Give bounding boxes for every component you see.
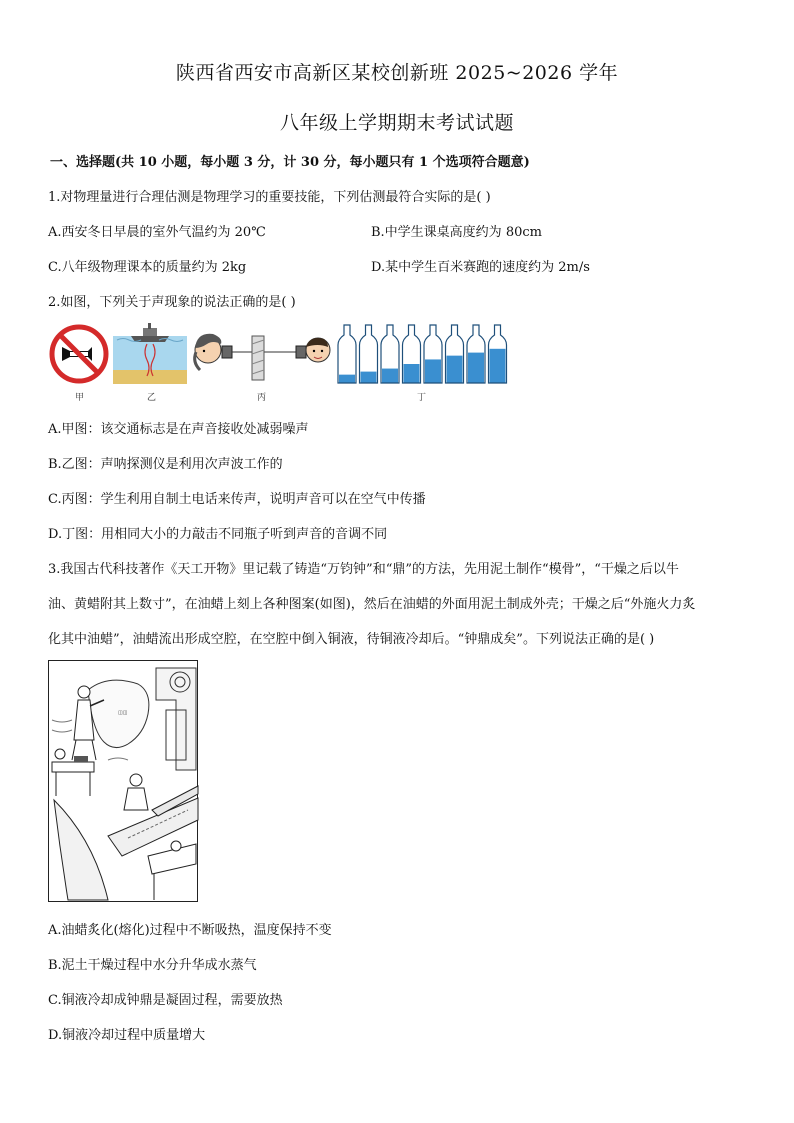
water-bottle (338, 325, 356, 383)
svg-text:◫◫: ◫◫ (118, 710, 128, 716)
question-2-option-a: A.甲图：该交通标志是在声音接收处减弱噪声 (48, 422, 309, 437)
question-3-option-c: C.铜液冷却成钟鼎是凝固过程，需要放热 (48, 993, 283, 1008)
question-1-option-c: C.八年级物理课本的质量约为 2kg (48, 260, 247, 275)
figure-label-bing: 丙 (257, 393, 267, 403)
question-3-stem-line2: 油、黄蜡附其上数寸”，在油蜡上刻上各种图案(如图)，然后在油蜡的外面用泥土制成外壳；干燥之后“外施火力炙 (48, 597, 696, 612)
figure-label-ding: 丁 (417, 393, 427, 403)
water-bottle (446, 325, 464, 383)
water-bottle (489, 325, 507, 383)
question-3-stem-line1: 3.我国古代科技著作《天工开物》里记载了铸造“万钧钟”和“鼎”的方法，先用泥土制作“模骨”，“干燥之后以牛 (48, 562, 679, 577)
water-bottle (424, 325, 442, 383)
question-1-option-a: A.西安冬日早晨的室外气温约为 20℃ (48, 225, 266, 240)
section-heading: 一、选择题(共 10 小题，每小题 3 分，计 30 分，每小题只有 1 个选项符合题意) (50, 155, 530, 170)
figure-label-jia: 甲 (75, 393, 85, 403)
water-bottle (381, 325, 399, 383)
question-1-option-b: B.中学生课桌高度约为 80cm (371, 225, 542, 240)
sonar-ship-icon (113, 322, 187, 384)
question-3-stem-line3: 化其中油蜡”，油蜡流出形成空腔，在空腔中倒入铜液，待铜液冷却后。“钟鼎成矣”。下列说法正确的是( ) (48, 632, 655, 647)
question-2-option-b: B.乙图：声呐探测仪是利用次声波工作的 (48, 457, 283, 472)
question-3-option-b: B.泥土干燥过程中水分升华成水蒸气 (48, 958, 257, 973)
string-telephone-icon (192, 330, 332, 382)
water-bottle (403, 325, 421, 383)
casting-woodcut-illustration (48, 660, 198, 902)
question-1-option-d: D.某中学生百米赛跑的速度约为 2m/s (371, 260, 590, 275)
figure-label-yi: 乙 (147, 393, 157, 403)
exam-title-line2: 八年级上学期期末考试试题 (279, 112, 514, 134)
water-bottle (467, 325, 485, 383)
question-2-stem: 2.如图，下列关于声现象的说法正确的是( ) (48, 295, 296, 310)
no-horn-sign-icon (48, 323, 110, 385)
question-3-option-a: A.油蜡炙化(熔化)过程中不断吸热，温度保持不变 (48, 923, 332, 938)
question-2-option-d: D.丁图：用相同大小的力敲击不同瓶子听到声音的音调不同 (48, 527, 388, 542)
question-3-option-d: D.铜液冷却过程中质量增大 (48, 1028, 206, 1043)
question-1-stem: 1.对物理量进行合理估测是物理学习的重要技能，下列估测最符合实际的是( ) (48, 190, 491, 205)
exam-title-line1: 陕西省西安市高新区某校创新班 2025~2026 学年 (175, 62, 619, 84)
water-bottle (360, 325, 378, 383)
water-bottles-icon (336, 323, 508, 385)
question-2-option-c: C.丙图：学生利用自制土电话来传声，说明声音可以在空气中传播 (48, 492, 426, 507)
